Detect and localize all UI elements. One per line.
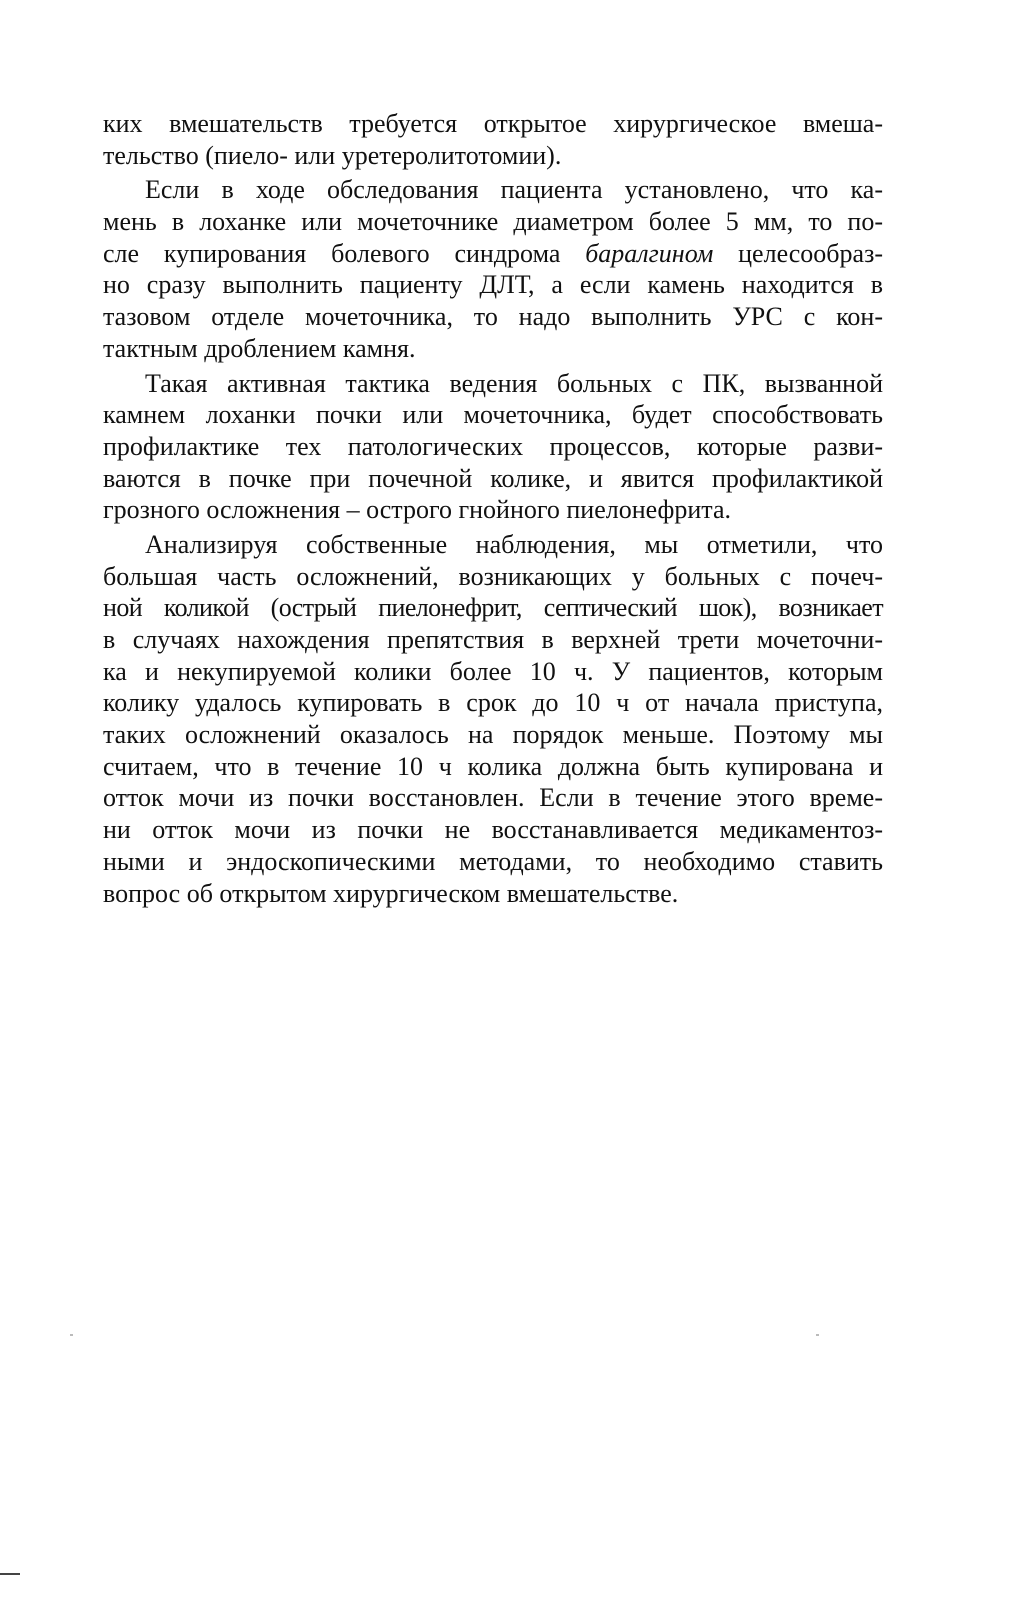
text-line: вопрос об открытом хирургическом вмешательстве. [103,878,679,908]
text-line: ких вмешательств требуется открытое хирургическое вмеша- [103,109,883,138]
text-fragment: сле купирования болевого синдрома [103,238,586,268]
scan-speck [70,1334,73,1336]
text-fragment: целесообраз- [713,238,883,268]
paragraph-2 [103,174,883,364]
text-line: тельство (пиело- или уретеролитотомии). [103,140,562,170]
paragraph-1 [103,108,883,171]
page-body-text [103,108,883,909]
text-line: тактным дроблением камня. [103,333,416,363]
italic-drug-name: баралгином [585,238,714,268]
text-line: камнем лоханки почки или мочеточника, будет способствовать [103,400,883,430]
paragraph-4 [103,529,883,909]
text-line: Если в ходе обследования пациента установлено, что ка- [145,175,883,205]
text-line: ными и эндоскопическими методами, то необходимо ставить [103,846,883,876]
text-line: грозного осложнения – острого гнойного пиелонефрита. [103,495,731,525]
text-line: но сразу выполнить пациенту ДЛТ, а если камень находится в [103,270,883,300]
text-line: Такая активная тактика ведения больных с ПК, вызванной [145,368,883,398]
text-line: отток мочи из почки восстановлен. Если в течение этого време- [103,783,883,813]
scan-edge-mark [0,1573,20,1575]
text-line: тазовом отделе мочеточника, то надо выполнить УРС с кон- [103,302,883,332]
text-line: считаем, что в течение 10 ч колика должна быть купирована и [103,751,883,781]
text-line: мень в лоханке или мочеточнике диаметром более 5 мм, то по- [103,207,883,237]
scan-speck [816,1334,819,1336]
text-line: ной коликой (острый пиелонефрит, септический шок), возникает [103,593,883,623]
text-line: в случаях нахождения препятствия в верхней трети мочеточни- [103,625,883,654]
text-line: колику удалось купировать в срок до 10 ч от начала приступа, [103,688,883,718]
text-line: таких осложнений оказалось на порядок меньше. Поэтому мы [103,720,883,750]
text-line: большая часть осложнений, возникающих у больных с почеч- [103,561,883,591]
text-line: Анализируя собственные наблюдения, мы отметили, что [145,529,883,559]
text-line-with-italic [103,238,883,270]
text-line: ваются в почке при почечной колике, и явится профилактикой [103,463,883,493]
paragraph-3 [103,368,883,526]
text-line: профилактике тех патологических процессов, которые разви- [103,431,883,461]
text-line: ни отток мочи из почки не восстанавливается медикаментоз- [103,815,883,845]
text-line: ка и некупируемой колики более 10 ч. У пациентов, которым [103,656,883,686]
